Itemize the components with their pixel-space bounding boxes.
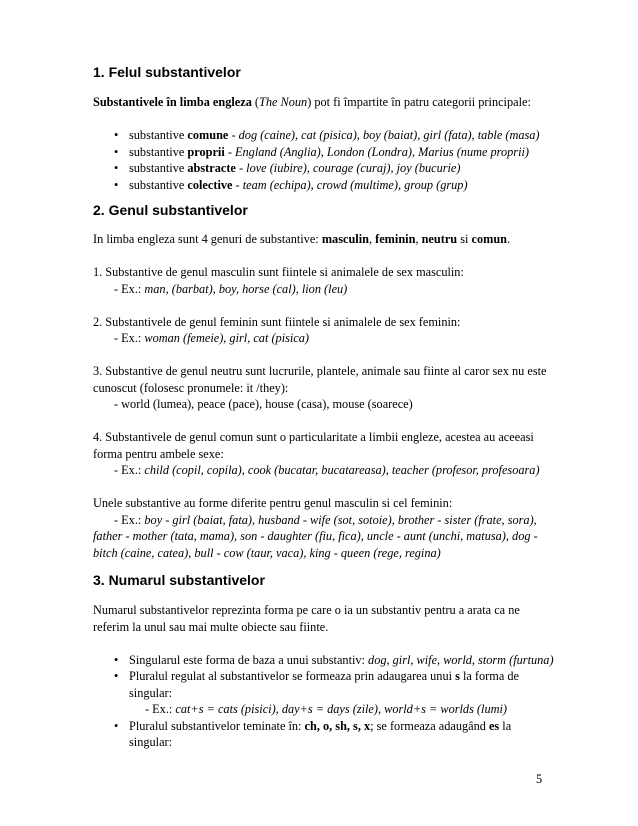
list-item: • Pluralul substantivelor teminate în: ch, o, sh, s, x; se formeaza adaugând es la singular: [114, 718, 512, 749]
example-line: - Ex.: man, (barbat), boy, horse (cal), lion (leu) [114, 281, 348, 296]
section-2-heading: 2. Genul substantivelor [93, 202, 248, 218]
example-line: - Ex.: child (copil, copila), cook (bucatar, bucatareasa), teacher (profesor, profesoara) [114, 463, 540, 477]
page-number: 5 [536, 772, 543, 786]
different-forms-paragraph: Unele substantive au forme diferite pentru genul masculin si cel feminin: - Ex.: boy - girl (baiat, fata), husband - wife (sot, sotoie), brother - sister (frate, sora), father - mother (tata, mama), son - daughter (fiu, fica), uncle - aunt (unchi, matusa), dog - bitch (caine, catea), bull - cow (taur, vaca), king - queen (rege, regina) [93, 495, 555, 561]
list-item: • substantive proprii - England (Anglia), London (Londra), Marius (nume proprii) [114, 144, 529, 159]
number-rules-list [93, 652, 555, 751]
common-paragraph: 4. Substantivele de genul comun sunt o particularitate a limbii engleze, acestea au aceeasi forma pentru ambele sexe: - Ex.: child (copil, copila), cook (bucatar, bucatareasa), teacher (profesor, profesoara) [93, 429, 555, 479]
section-3-heading: 3. Numarul substantivelor [93, 572, 265, 588]
example-line: - Ex.: cat+s = cats (pisici), day+s = days (zile), world+s = worlds (lumi) [145, 702, 507, 716]
masculine-paragraph: 1. Substantive de genul masculin sunt fiintele si animalele de sex masculin: - Ex.: man, (barbat), boy, horse (cal), lion (leu) [93, 264, 555, 297]
example-line: - world (lumea), peace (pace), house (casa), mouse (soarece) [114, 397, 413, 411]
example-line: - Ex.: boy - girl (baiat, fata), husband - wife (sot, sotoie), brother - sister (frate, sora), father - mother (tata, mama), son - daughter (fiu, fica), uncle - aunt (unchi, matusa), dog - bitch (caine, catea), bull - cow (taur, vaca), king - queen (rege, regina) [93, 512, 538, 560]
document-page [93, 63, 555, 751]
example-line: - Ex.: woman (femeie), girl, cat (pisica) [114, 331, 310, 345]
list-item: • Singularul este forma de baza a unui substantiv: dog, girl, wife, world, storm (furtuna) [114, 652, 554, 667]
neuter-paragraph: 3. Substantive de genul neutru sunt lucrurile, plantele, animale sau fiinte al caror sex nu este cunoscut (folosesc pronumele: it /they): - world (lumea), peace (pace), house (casa), mouse (soarece) [93, 363, 555, 413]
section-3-intro: Numarul substantivelor reprezinta forma pe care o ia un substantiv pentru a arata ca ne referim la unul sau mai multe obiecte sau fiinte. [93, 603, 520, 634]
list-item: • substantive abstracte - love (iubire), courage (curaj), joy (bucurie) [114, 161, 461, 175]
section-1-heading: 1. Felul substantivelor [93, 64, 241, 80]
list-item: • substantive colective - team (echipa), crowd (multime), group (grup) [114, 177, 468, 192]
list-item: • Pluralul regulat al substantivelor se formeaza prin adaugarea unui s la forma de singular: - Ex.: cat+s = cats (pisici), day+s = days (zile), world+s = worlds (lumi) [93, 668, 555, 718]
feminine-paragraph: 2. Substantivele de genul feminin sunt fiintele si animalele de sex feminin: - Ex.: woman (femeie), girl, cat (pisica) [93, 314, 555, 347]
list-item: • substantive comune - dog (caine), cat (pisica), boy (baiat), girl (fata), table (masa) [114, 128, 540, 142]
section-1-intro: Substantivele în limba engleza (The Noun) pot fi împartite în patru categorii principale: [93, 95, 531, 109]
section-2-intro: In limba engleza sunt 4 genuri de substantive: masculin, feminin, neutru si comun. [93, 232, 511, 246]
noun-types-list [93, 127, 555, 193]
